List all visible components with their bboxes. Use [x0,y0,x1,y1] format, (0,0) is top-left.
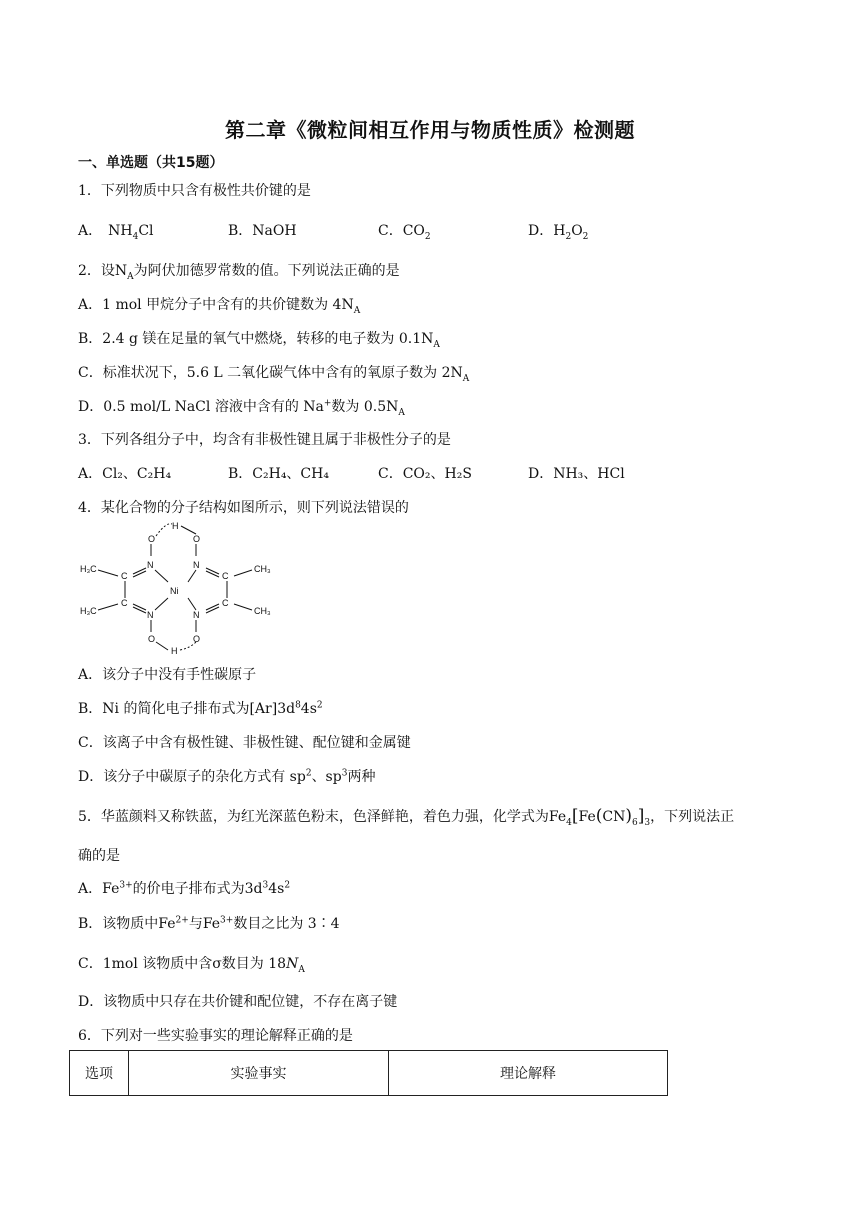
q5-option-b: B．该物质中$Fe^{2+}$与$Fe^{3+}$数目之比为 3∶4 [78,915,340,932]
mol-o-4: O [193,634,201,644]
mol-o-1: O [148,534,156,544]
ni-complex-structure-diagram [78,518,278,658]
q3-option-c: C．CO₂、H₂S [378,466,472,482]
mol-h3c-2: H₃C [80,606,97,616]
q6-table [69,1050,668,1096]
mol-n-3: N [147,610,154,620]
q5-stem-line2: 确的是 [78,848,120,864]
mol-n-2: N [193,560,200,570]
mol-o-3: O [148,634,156,644]
q4-option-b: B．Ni 的简化电子排布式为$[Ar]3d^84s^2$ [78,700,323,717]
q3-option-b: B．C₂H₄、CH₄ [228,466,329,482]
header-explanation: 理论解释 [389,1051,668,1096]
q3-option-d: D．NH₃、HCl [528,466,625,482]
q5-option-c: C．1mol 该物质中含σ数目为 $18N_A$ [78,956,305,975]
mol-c-4: C [222,598,229,608]
q1-option-a: A． $NH_4Cl$ [78,223,154,242]
mol-ch3-2: CH₃ [254,606,271,616]
q3-option-a: A．Cl₂、C₂H₄ [78,466,172,482]
header-option: 选项 [70,1051,129,1096]
q1-option-c: C．$CO_2$ [378,223,431,242]
section-heading: 一、单选题（共15题） [78,155,224,171]
q2-stem: 2．设$N_A$为阿伏加德罗常数的值。下列说法正确的是 [78,263,400,282]
mol-ch3-1: CH₃ [254,564,271,574]
mol-c-2: C [222,571,229,581]
mol-c-1: C [121,571,128,581]
q2-option-c: C．标准状况下，5.6 L 二氧化碳气体中含有的氧原子数为 $2N_A$ [78,365,470,384]
q4-option-a: A．该分子中没有手性碳原子 [78,667,257,683]
mol-ni: Ni [170,586,179,596]
q4-option-d: D．该分子中碳原子的杂化方式有 $sp^2$、$sp^3$两种 [78,768,376,785]
q5-option-d: D．该物质中只存在共价键和配位键，不存在离子键 [78,994,398,1010]
q1-option-b: B．NaOH [228,223,297,239]
mol-o-2: O [193,534,201,544]
q5-stem-line1: 5．华蓝颜料又称铁蓝，为红光深蓝色粉末，色泽鲜艳，着色力强，化学式为$Fe_4[Fe(CN)_6]_3$，下列说法正 [78,806,735,828]
q6-stem: 6．下列对一些实验事实的理论解释正确的是 [78,1028,353,1044]
table-row [70,1051,668,1096]
q1-option-d: D．$H_2O_2$ [528,223,589,242]
mol-n-4: N [193,610,200,620]
q5-formula: $Fe_4[Fe(CN)_6]_3$ [548,806,651,828]
mol-c-3: C [121,598,128,608]
mol-h-top: H [172,521,179,531]
q2-option-a: A．1 mol 甲烷分子中含有的共价键数为 $4N_A$ [78,297,361,316]
q2-option-d: D．0.5 mol/L NaCl 溶液中含有的 Na+数为 $0.5N_A$ [78,398,405,418]
q4-stem: 4．某化合物的分子结构如图所示，则下列说法错误的 [78,500,409,516]
q4-option-c: C．该离子中含有极性键、非极性键、配位键和金属键 [78,735,411,751]
page-title: 第二章《微粒间相互作用与物质性质》检测题 [225,118,635,142]
mol-h3c-1: H₃C [80,564,97,574]
header-fact: 实验事实 [129,1051,389,1096]
q3-stem: 3．下列各组分子中，均含有非极性键且属于非极性分子的是 [78,432,451,448]
mol-h-bottom: H [171,646,178,656]
q2-option-b: B．2.4 g 镁在足量的氧气中燃烧，转移的电子数为 $0.1N_A$ [78,331,440,350]
q5-option-a: A．$Fe^{3+}$的价电子排布式为$3d^34s^2$ [78,880,291,897]
q1-stem: 1．下列物质中只含有极性共价键的是 [78,183,311,199]
mol-n-1: N [147,560,154,570]
